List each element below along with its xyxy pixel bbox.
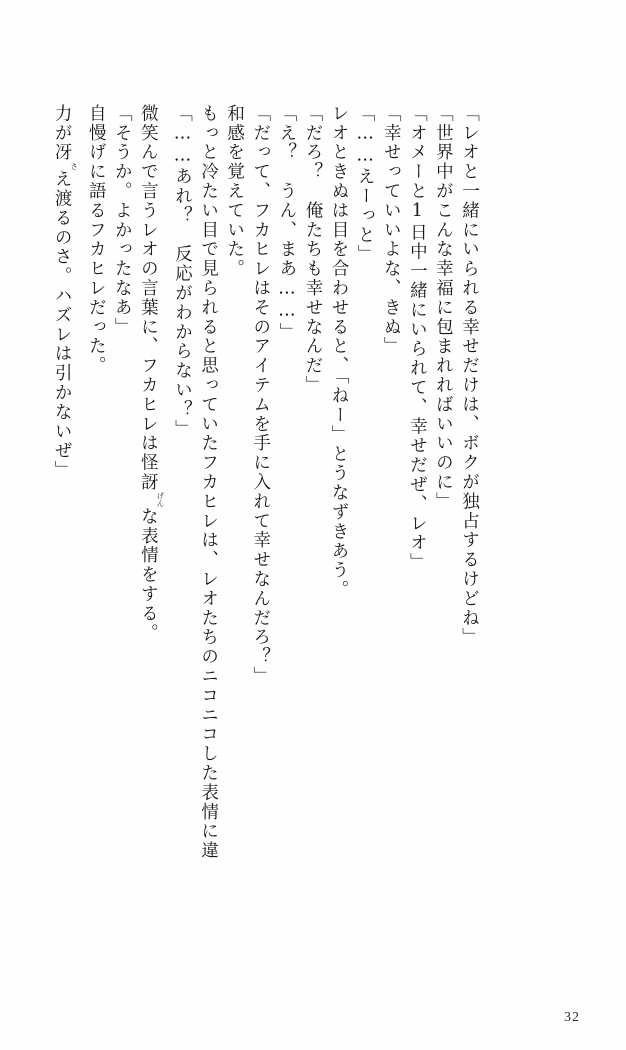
text-line: 自慢げに語るフカヒレだった。 <box>86 104 107 376</box>
text-line: 「世界中がこんな幸福に包まれればいいのに」 <box>433 104 454 512</box>
text-line: 和感を覚えていた。 <box>224 104 245 279</box>
ruby-annotation <box>138 492 165 507</box>
vertical-text-block <box>44 104 582 861</box>
ruby-annotation <box>52 162 79 170</box>
text-line <box>139 104 165 643</box>
line-text-cont: え渡るのさ。ハズレは引かないぜ」 <box>52 169 73 481</box>
text-line <box>53 104 79 480</box>
text-line: 「レオと一緒にいられる幸せだけは、ボクが独占するけどね」 <box>459 104 480 648</box>
text-line: もっと冷たい目で見られると思っていたフカヒレは、レオたちのニコニコした表情に違 <box>198 104 219 861</box>
line-text: 力が冴 <box>52 104 73 163</box>
text-line: 「え？ うん、まあ……」 <box>276 104 297 342</box>
text-line: 「そうか。よかったなあ」 <box>112 104 133 337</box>
text-line: 「幸せっていいよな、きぬ」 <box>381 104 402 357</box>
text-line: 「だって、フカヒレはそのアイテムを手に入れて幸せなんだろ？」 <box>250 104 271 686</box>
ruby-text: げん <box>155 492 165 507</box>
page-number: 32 <box>564 1010 580 1025</box>
text-line: レオときぬは目を合わせると、「ねー」とうなずきあう。 <box>329 104 350 600</box>
text-line: 「オメーと1日中一緒にいられて、幸せだぜ、レオ」 <box>407 104 428 573</box>
line-text: 微笑んで言うレオの言葉に、フカヒレは怪訝 <box>138 104 159 492</box>
text-line: 「だろ？ 俺たちも幸せなんだ」 <box>302 104 323 395</box>
ruby-text: さ <box>69 162 79 170</box>
text-line: 「……えーっと」 <box>355 104 376 265</box>
text-line: 「……あれ？ 反応がわからない？」 <box>172 104 193 439</box>
line-text-cont: な表情をする。 <box>138 507 159 643</box>
